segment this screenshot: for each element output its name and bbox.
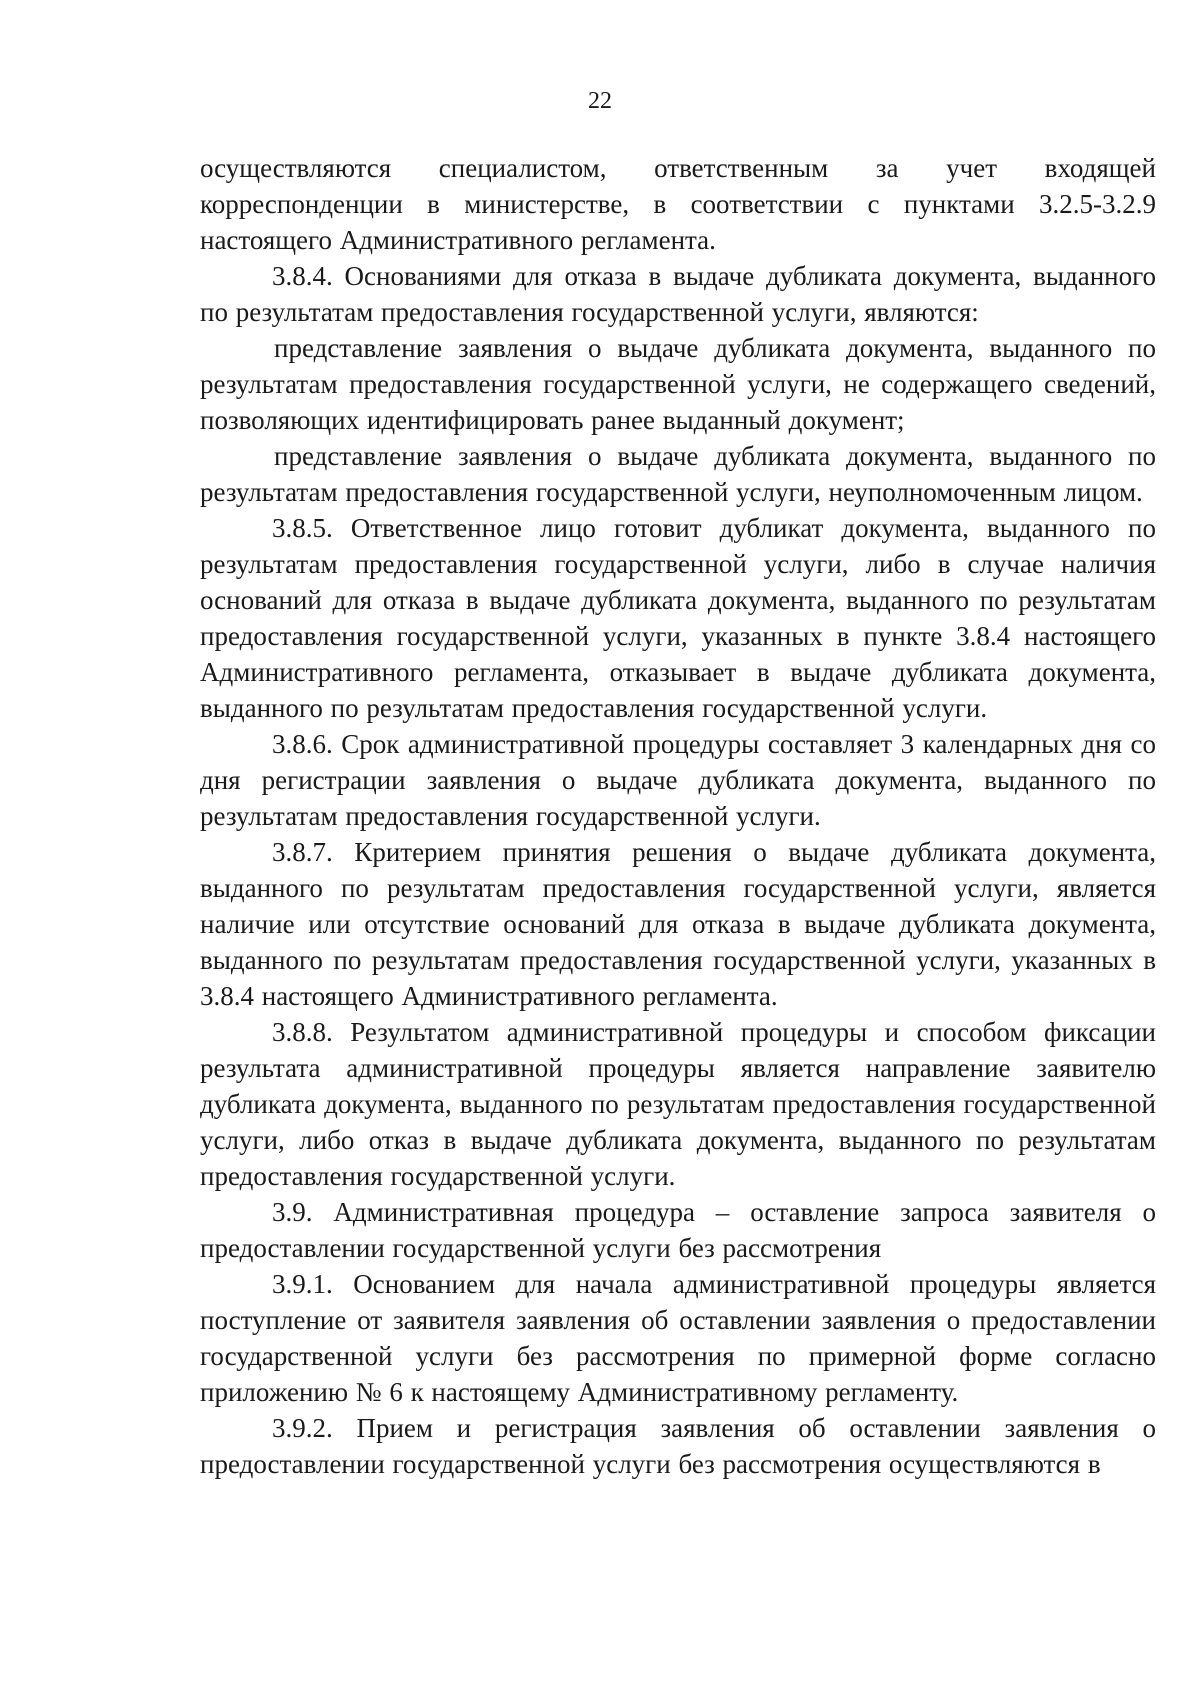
paragraph-3-9-1: 3.9.1. Основанием для начала административной процедуры является поступление от заявителя заявления об оставлении заявления о предоставлении государственной услуги без рассмотрения по примерной форме согласно приложению № 6 к настоящему Административному регламенту. bbox=[200, 1269, 1156, 1407]
paragraph-3-8-4: 3.8.4. Основаниями для отказа в выдаче дубликата документа, выданного по результатам предоставления государственной услуги, являются: bbox=[200, 261, 1156, 327]
paragraph-3-8-7: 3.8.7. Критерием принятия решения о выдаче дубликата документа, выданного по результатам предоставления государственной услуги, является наличие или отсутствие оснований для отказа в выдаче дубликата документа, выданного по результатам предоставления государственной услуги, указанных в 3.8.4 настоящего Административного регламента. bbox=[200, 837, 1156, 1011]
paragraph-continuation: осуществляются специалистом, ответственным за учет входящей корреспонденции в министерстве, в соответствии с пунктами 3.2.5-3.2.9 настоящего Административного регламента. bbox=[200, 153, 1156, 255]
document-body bbox=[200, 150, 1156, 1482]
paragraph-3-9-heading: 3.9. Административная процедура – оставление запроса заявителя о предоставлении государственной услуги без рассмотрения bbox=[200, 1197, 1156, 1263]
paragraph-3-9-2: 3.9.2. Прием и регистрация заявления об оставлении заявления о предоставлении государственной услуги без рассмотрения осуществляются в bbox=[200, 1413, 1156, 1479]
paragraph-refusal-ground-2: представление заявления о выдаче дубликата документа, выданного по результатам предоставления государственной услуги, неуполномоченным лицом. bbox=[200, 441, 1156, 507]
paragraph-refusal-ground-1: представление заявления о выдаче дубликата документа, выданного по результатам предоставления государственной услуги, не содержащего сведений, позволяющих идентифицировать ранее выданный документ; bbox=[200, 333, 1156, 435]
page-number: 22 bbox=[588, 88, 612, 114]
paragraph-3-8-5: 3.8.5. Ответственное лицо готовит дубликат документа, выданного по результатам предоставления государственной услуги, либо в случае наличия оснований для отказа в выдаче дубликата документа, выданного по результатам предоставления государственной услуги, указанных в пункте 3.8.4 настоящего Административного регламента, отказывает в выдаче дубликата документа, выданного по результатам предоставления государственной услуги. bbox=[200, 513, 1156, 723]
paragraph-3-8-6: 3.8.6. Срок административной процедуры составляет 3 календарных дня со дня регистрации заявления о выдаче дубликата документа, выданного по результатам предоставления государственной услуги. bbox=[200, 729, 1156, 831]
paragraph-3-8-8: 3.8.8. Результатом административной процедуры и способом фиксации результата административной процедуры является направление заявителю дубликата документа, выданного по результатам предоставления государственной услуги, либо отказ в выдаче дубликата документа, выданного по результатам предоставления государственной услуги. bbox=[200, 1017, 1156, 1191]
